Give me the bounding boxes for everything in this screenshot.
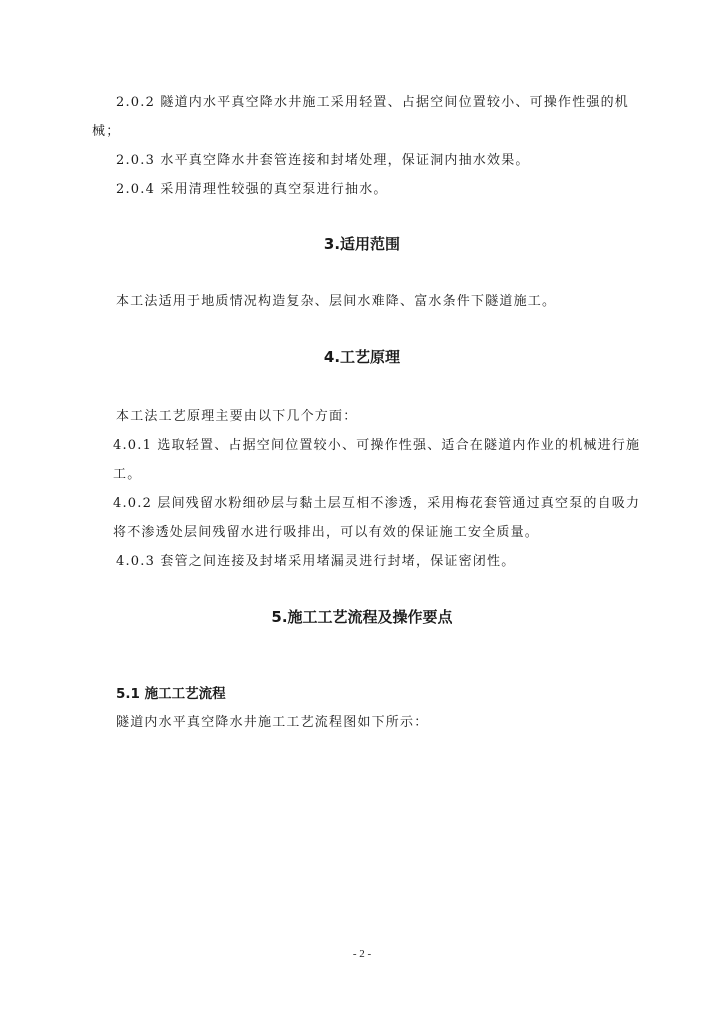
paragraph-2-0-4: 2.0.4 采用清理性较强的真空泵进行抽水。 [116,182,388,197]
paragraph-4-0-2: 4.0.2 层间残留水粉细砂层与黏土层互相不渗透，采用梅花套管通过真空泵的自吸力将不渗透处层间残留水进行吸排出，可以有效的保证施工安全质量。 [113,496,641,540]
page-number: - 2 - [352,948,372,960]
section-5-1-heading: 5.1 施工工艺流程 [116,686,226,702]
section-4-intro: 本工法工艺原理主要由以下几个方面： [116,409,358,424]
paragraph-2-0-2: 2.0.2 隧道内水平真空降水井施工采用轻置、占据空间位置较小、可操作性强的机械； [92,95,630,139]
section-5-1-body: 隧道内水平真空降水井施工工艺流程图如下所示： [116,715,429,730]
section-3-heading: 3.适用范围 [323,235,401,253]
section-4-heading: 4.工艺原理 [323,348,401,366]
paragraph-4-0-3: 4.0.3 套管之间连接及封堵采用堵漏灵进行封堵，保证密闭性。 [116,554,516,569]
section-3-body: 本工法适用于地质情况构造复杂、层间水难降、富水条件下隧道施工。 [116,294,557,309]
paragraph-2-0-3: 2.0.3 水平真空降水井套管连接和封堵处理，保证洞内抽水效果。 [116,153,530,168]
section-5-heading: 5.施工工艺流程及操作要点 [271,608,453,626]
paragraph-4-0-1: 4.0.1 选取轻置、占据空间位置较小、可操作性强、适合在隧道内作业的机械进行施工。 [113,438,641,482]
